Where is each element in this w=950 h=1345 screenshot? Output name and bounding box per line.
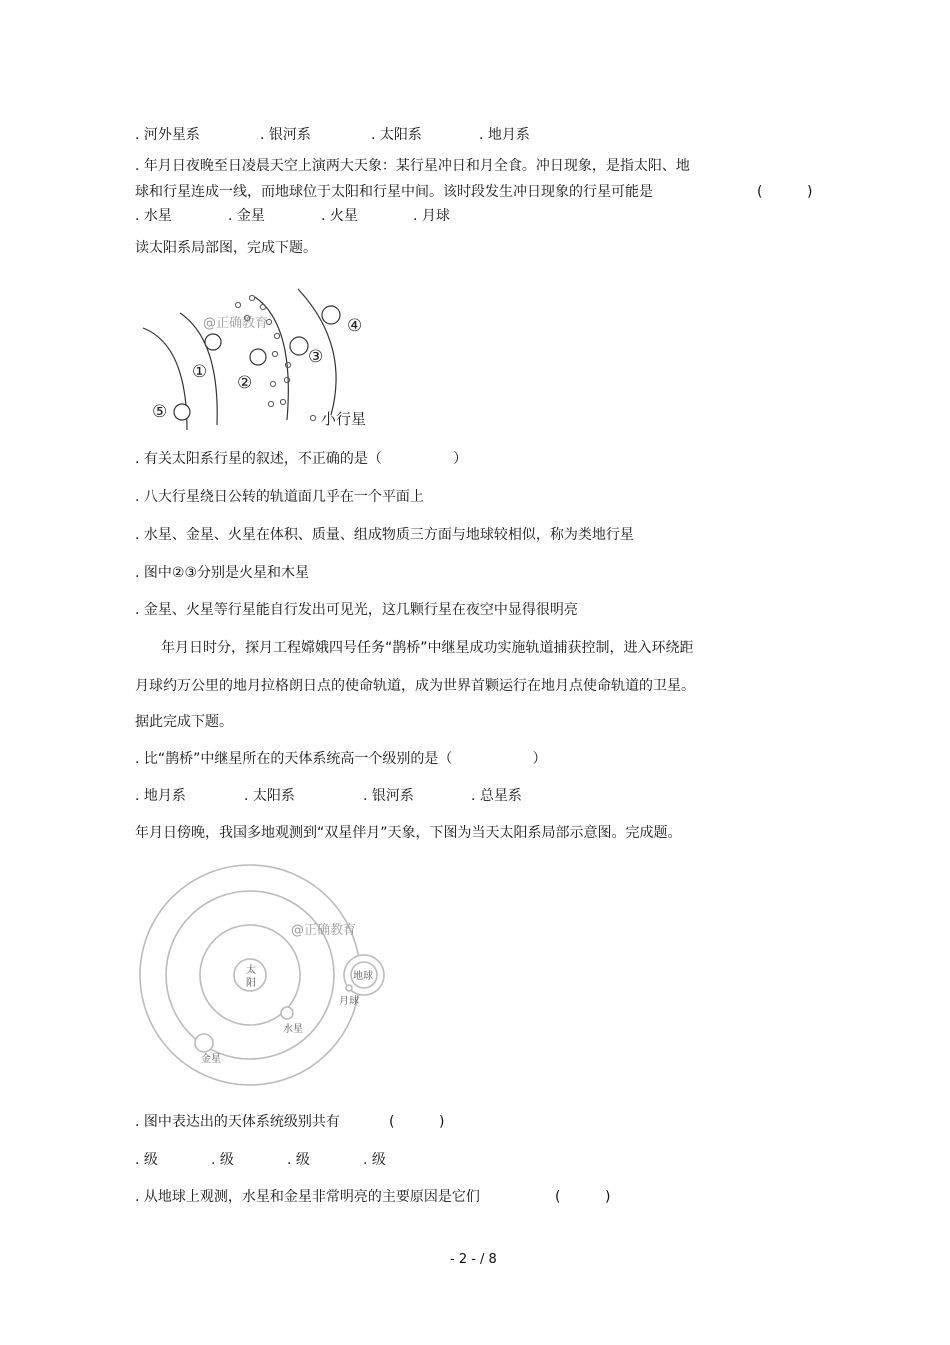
- question-b-stem-line1: . 年月日夜晚至日凌晨天空上演两大天象：某行星冲日和月全食。冲日现象，是指太阳、地: [135, 158, 690, 174]
- option-d: . 总星系: [471, 788, 522, 804]
- sun-label-top: 太: [246, 965, 256, 976]
- page-number: - 2 - / 8: [450, 1252, 497, 1267]
- label-5: ⑤: [152, 402, 168, 422]
- watermark: @正确教育: [203, 316, 269, 331]
- question-b-stem-line2: 球和行星连成一线，而地球位于太阳和行星中间。该时段发生冲日现象的行星可能是: [135, 184, 653, 200]
- venus-label: 金星: [201, 1054, 221, 1065]
- option-c: . 图中②③分别是火星和木星: [135, 565, 310, 581]
- label-2: ②: [237, 373, 253, 393]
- option-a: . 八大行星绕日公转的轨道面几乎在一个平面上: [135, 489, 424, 505]
- label-3: ③: [308, 347, 324, 367]
- option-b: . 级: [211, 1152, 234, 1168]
- earth-label: 地球: [353, 971, 373, 982]
- sun-label-bottom: 阳: [246, 978, 256, 989]
- moon-label: 月球: [339, 996, 359, 1007]
- option-c: . 太阳系: [371, 127, 422, 143]
- passage-line3: 据此完成下题。: [135, 714, 233, 730]
- option-b: . 金星: [228, 208, 265, 224]
- asteroid-label: 小行星: [321, 410, 367, 428]
- label-4: ④: [347, 316, 363, 336]
- question-f-stem: . 从地球上观测，水星和金星非常明亮的主要原因是它们: [135, 1189, 480, 1205]
- option-d: . 级: [363, 1152, 386, 1168]
- option-a: . 级: [135, 1152, 158, 1168]
- passage-line2: 月球约万公里的地月拉格朗日点的使命轨道，成为世界首颗运行在地月点使命轨道的卫星。: [135, 678, 695, 694]
- option-a: . 河外星系: [135, 127, 200, 143]
- option-a: . 水星: [135, 208, 172, 224]
- option-c: . 银河系: [363, 788, 414, 804]
- label-1: ①: [192, 362, 208, 382]
- watermark: @正确教育: [291, 923, 357, 938]
- option-c: . 火星: [321, 208, 358, 224]
- double-star-moon-diagram: [135, 860, 395, 1090]
- solar-system-partial-diagram: [135, 285, 375, 435]
- option-b: . 银河系: [260, 127, 311, 143]
- option-d: . 月球: [413, 208, 450, 224]
- question-c-stem: . 有关太阳系行星的叙述，不正确的是（ ）: [135, 451, 468, 467]
- figure2-intro: 年月日傍晚，我国多地观测到“双星伴月”天象，下图为当天太阳系局部示意图。完成题。: [135, 825, 682, 841]
- question-e-stem: . 图中表达出的天体系统级别共有: [135, 1114, 340, 1130]
- option-b: . 水星、金星、火星在体积、质量、组成物质三方面与地球较相似，称为类地行星: [135, 527, 634, 543]
- answer-bracket: ( ): [555, 1189, 611, 1205]
- option-d: . 地月系: [479, 127, 530, 143]
- question-d-stem: . 比“鹊桥”中继星所在的天体系统高一个级别的是（ ）: [135, 751, 547, 767]
- option-b: . 太阳系: [244, 788, 295, 804]
- option-d: . 金星、火星等行星能自行发出可见光，这几颗行星在夜空中显得很明亮: [135, 602, 578, 618]
- passage-line1: 年月日时分，探月工程嫦娥四号任务“鹊桥”中继星成功实施轨道捕获控制，进入环绕距: [161, 640, 694, 656]
- answer-bracket: ( ): [757, 184, 813, 200]
- option-c: . 级: [287, 1152, 310, 1168]
- answer-bracket: ( ): [389, 1114, 445, 1130]
- option-a: . 地月系: [135, 788, 186, 804]
- mercury-label: 水星: [283, 1024, 303, 1035]
- figure1-intro: 读太阳系局部图，完成下题。: [135, 240, 317, 256]
